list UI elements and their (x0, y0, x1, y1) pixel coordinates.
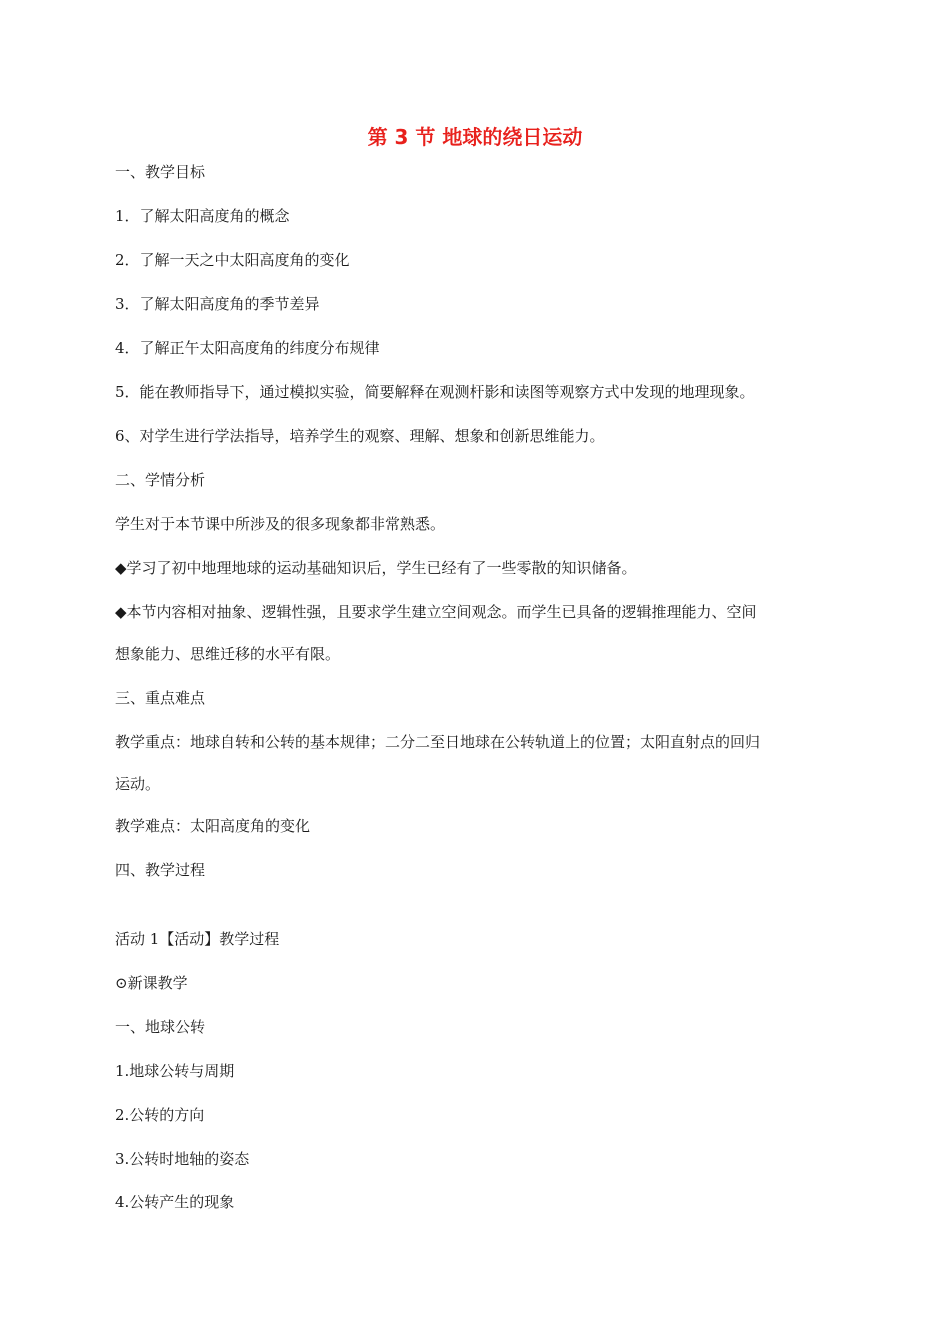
page-title: 第 3 节 地球的绕日运动 (367, 125, 583, 149)
analysis-bullet-2-line-2: 想象能力、思维迁移的水平有限。 (115, 645, 341, 663)
goal-item-3: 3．了解太阳高度角的季节差异 (115, 295, 320, 313)
section-heading-process: 四、教学过程 (115, 861, 206, 879)
section-heading-goals: 一、教学目标 (115, 163, 206, 181)
revolution-item-2: 2.公转的方向 (115, 1106, 205, 1124)
key-point-line-1: 教学重点：地球自转和公转的基本规律；二分二至日地球在公转轨道上的位置；太阳直射点的回归 (115, 733, 761, 751)
goal-item-5: 5．能在教师指导下，通过模拟实验，简要解释在观测杆影和读图等观察方式中发现的地理现象。 (115, 383, 755, 401)
section-heading-key-points: 三、重点难点 (115, 689, 206, 707)
new-lesson-label: ⊙新课教学 (115, 974, 188, 992)
goal-item-2: 2．了解一天之中太阳高度角的变化 (115, 251, 350, 269)
goal-item-6: 6、对学生进行学法指导，培养学生的观察、理解、想象和创新思维能力。 (115, 427, 605, 445)
difficult-point: 教学难点：太阳高度角的变化 (115, 817, 311, 835)
goal-item-1: 1．了解太阳高度角的概念 (115, 207, 290, 225)
subsection-earth-revolution: 一、地球公转 (115, 1018, 206, 1036)
activity-heading: 活动 1【活动】教学过程 (115, 930, 280, 948)
goal-item-4: 4．了解正午太阳高度角的纬度分布规律 (115, 339, 380, 357)
revolution-item-1: 1.地球公转与周期 (115, 1062, 235, 1080)
revolution-item-3: 3.公转时地轴的姿态 (115, 1150, 250, 1168)
analysis-bullet-2-line-1: ◆本节内容相对抽象、逻辑性强，且要求学生建立空间观念。而学生已具备的逻辑推理能力、空间 (115, 603, 757, 621)
key-point-line-2: 运动。 (115, 775, 161, 793)
analysis-bullet-1: ◆学习了初中地理地球的运动基础知识后，学生已经有了一些零散的知识储备。 (115, 559, 637, 577)
section-heading-analysis: 二、学情分析 (115, 471, 206, 489)
analysis-paragraph-1: 学生对于本节课中所涉及的很多现象都非常熟悉。 (115, 515, 446, 533)
revolution-item-4: 4.公转产生的现象 (115, 1193, 235, 1211)
